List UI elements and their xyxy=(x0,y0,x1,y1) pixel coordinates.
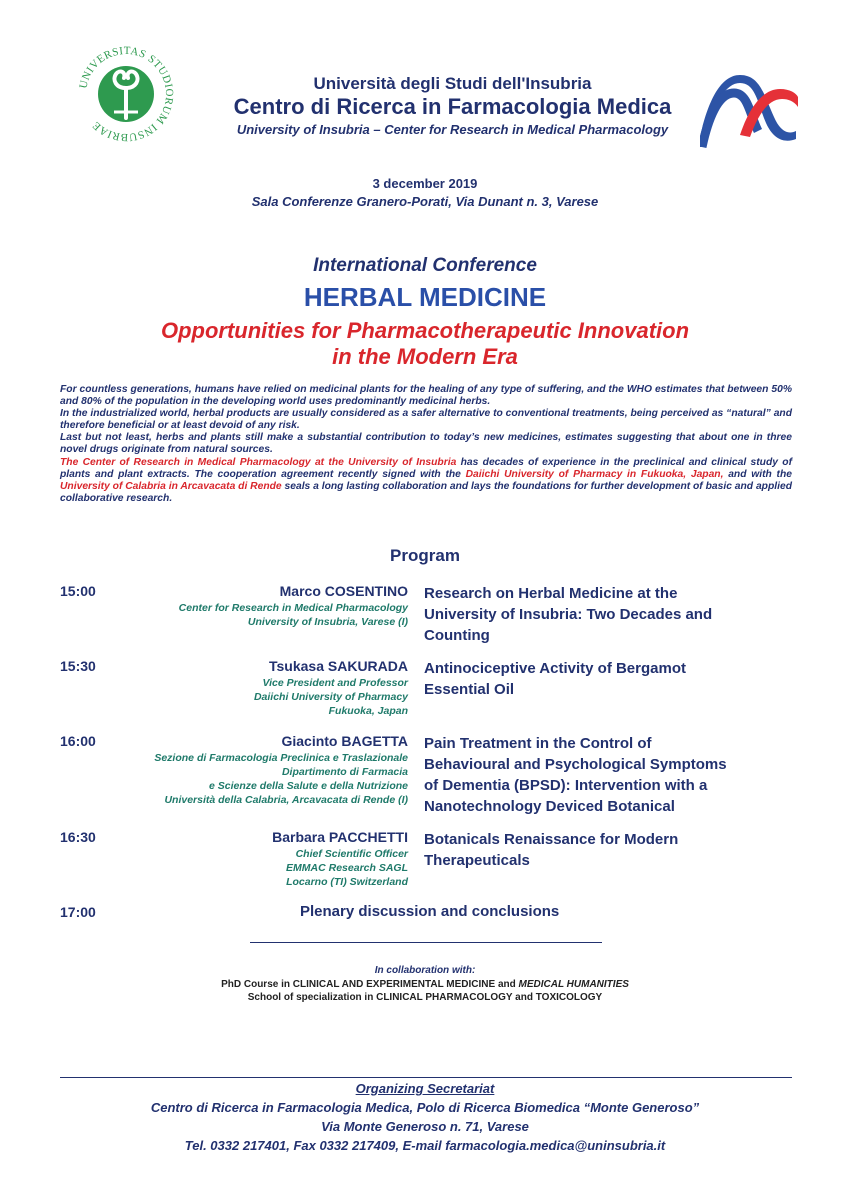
divider xyxy=(60,1077,792,1078)
program-time: 15:00 xyxy=(60,583,96,599)
talk-title xyxy=(424,733,804,817)
speaker-name: Marco COSENTINO xyxy=(279,583,408,599)
speaker-affiliation: Chief Scientific Officer xyxy=(295,848,408,860)
talk-title xyxy=(424,583,804,646)
talk-title-line: Counting xyxy=(424,627,490,644)
secretariat-line: Centro di Ricerca in Farmacologia Medica, Polo di Ricerca Biomedica “Monte Generoso” xyxy=(150,1100,700,1115)
talk-title xyxy=(424,658,804,700)
speaker-affiliation: EMMAC Research SAGL xyxy=(286,862,408,874)
talk-title-line: of Dementia (BPSD): Intervention with a xyxy=(424,777,708,794)
talk-title xyxy=(424,829,804,871)
talk-title-line: Research on Herbal Medicine at the xyxy=(424,585,678,602)
center-name: Centro di Ricerca in Farmacologia Medica xyxy=(233,94,672,119)
program-time: 16:30 xyxy=(60,829,96,845)
conference-title: HERBAL MEDICINE xyxy=(303,282,547,312)
talk-title-line: Pain Treatment in the Control of xyxy=(424,735,652,752)
svg-text:UNIVERSITAS STUDIORUM INSUBRIA: UNIVERSITAS STUDIORUM INSUBRIAE xyxy=(77,44,176,144)
intro-text-segment: and with the xyxy=(723,468,792,480)
university-seal-icon xyxy=(76,44,176,144)
intro-text-segment: has decades of experience in the preclinical and clinical study of plants and plant extracts. The cooperation agreement recently signed with the xyxy=(60,456,792,480)
event-venue: Sala Conferenze Granero-Porati, Via Dunant n. 3, Varese xyxy=(251,194,599,209)
intro-highlight-calabria: University of Calabria in Arcavacata di Rende xyxy=(60,480,282,492)
speaker-affiliation: Fukuoka, Japan xyxy=(328,705,408,717)
speaker-affiliation: e Scienze della Salute e della Nutrizione xyxy=(209,780,408,792)
secretariat-title: Organizing Secretariat xyxy=(355,1081,495,1096)
conference-subtitle-line2: in the Modern Era xyxy=(332,344,518,369)
speaker-affiliation: Università della Calabria, Arcavacata di Rende (I) xyxy=(164,794,408,806)
talk-title-line: Essential Oil xyxy=(424,681,515,698)
speaker-name: Tsukasa SAKURADA xyxy=(269,658,408,674)
talk-title-line: University of Insubria: Two Decades and xyxy=(424,606,713,623)
closing-session: Plenary discussion and conclusions xyxy=(300,903,560,920)
intro-paragraph-3: Last but not least, herbs and plants still make a substantial contribution to today’s new medicines, estimates suggesting that about one in three novel drugs originate from natural sources. xyxy=(60,432,792,456)
secretariat-line: Via Monte Generoso n. 71, Varese xyxy=(321,1119,529,1134)
talk-title-line: Botanicals Renaissance for Modern xyxy=(424,831,679,848)
speaker-affiliation: University of Insubria, Varese (I) xyxy=(247,616,408,628)
collaboration-humanities: MEDICAL HUMANITIES xyxy=(518,979,629,990)
speaker-name: Barbara PACCHETTI xyxy=(272,829,408,845)
intro-highlight-center: The Center of Research in Medical Pharmacology at the University of Insubria xyxy=(60,456,457,468)
speaker-name: Giacinto BAGETTA xyxy=(281,733,408,749)
collaboration-line xyxy=(0,979,850,990)
program-title: Program xyxy=(390,546,460,565)
talk-title-line: Nanotechnology Deviced Botanical xyxy=(424,798,675,815)
speaker-block xyxy=(88,733,408,807)
speaker-block xyxy=(88,583,408,629)
collaboration-line: School of specialization in CLINICAL PHARMACOLOGY and TOXICOLOGY xyxy=(247,992,603,1003)
intro-paragraph-4 xyxy=(60,457,792,505)
speaker-block xyxy=(88,829,408,889)
program-time: 15:30 xyxy=(60,658,96,674)
secretariat-contact: Tel. 0332 217401, Fax 0332 217409, E-mail farmacologia.medica@uninsubria.it xyxy=(184,1138,666,1153)
event-date: 3 december 2019 xyxy=(372,176,478,191)
conference-type: International Conference xyxy=(313,255,537,276)
speaker-affiliation: Daiichi University of Pharmacy xyxy=(253,691,408,703)
collaboration-heading: In collaboration with: xyxy=(374,965,476,976)
talk-title-line: Therapeuticals xyxy=(424,852,530,869)
center-name-english: University of Insubria – Center for Research in Medical Pharmacology xyxy=(236,122,669,137)
divider xyxy=(250,942,602,943)
intro-text-segment: seals a long lasting collaboration and lays the foundations for further development of basic and applied collaborative research. xyxy=(60,480,793,504)
collaboration-phd: PhD Course in CLINICAL AND EXPERIMENTAL MEDICINE and xyxy=(221,979,519,990)
intro-text xyxy=(60,384,792,505)
intro-highlight-daiichi: Daiichi University of Pharmacy in Fukuoka, Japan, xyxy=(465,468,724,480)
program-time: 16:00 xyxy=(60,733,96,749)
speaker-affiliation: Sezione di Farmacologia Preclinica e Traslazionale xyxy=(154,752,408,764)
intro-paragraph-1: For countless generations, humans have relied on medicinal plants for the healing of any type of suffering, and the WHO estimates that between 50% and 80% of the population in the developing world uses predominantly medicinal herbs. xyxy=(60,384,792,408)
conference-subtitle-line1: Opportunities for Pharmacotherapeutic Innovation xyxy=(160,318,690,343)
university-name: Università degli Studi dell'Insubria xyxy=(313,74,592,93)
speaker-affiliation: Center for Research in Medical Pharmacology xyxy=(178,602,408,614)
closing-time: 17:00 xyxy=(60,904,96,920)
intro-paragraph-2: In the industrialized world, herbal products are usually considered as a safer alternative to conventional treatments, being perceived as “natural” and therefore beneficial or at least devoid of any risk. xyxy=(60,408,792,432)
speaker-affiliation: Dipartimento di Farmacia xyxy=(281,766,408,778)
speaker-block xyxy=(88,658,408,718)
talk-title-line: Behavioural and Psychological Symptoms xyxy=(424,756,727,773)
talk-title-line: Antinociceptive Activity of Bergamot xyxy=(424,660,686,677)
speaker-affiliation: Locarno (TI) Switzerland xyxy=(286,876,408,888)
speaker-affiliation: Vice President and Professor xyxy=(262,677,408,689)
